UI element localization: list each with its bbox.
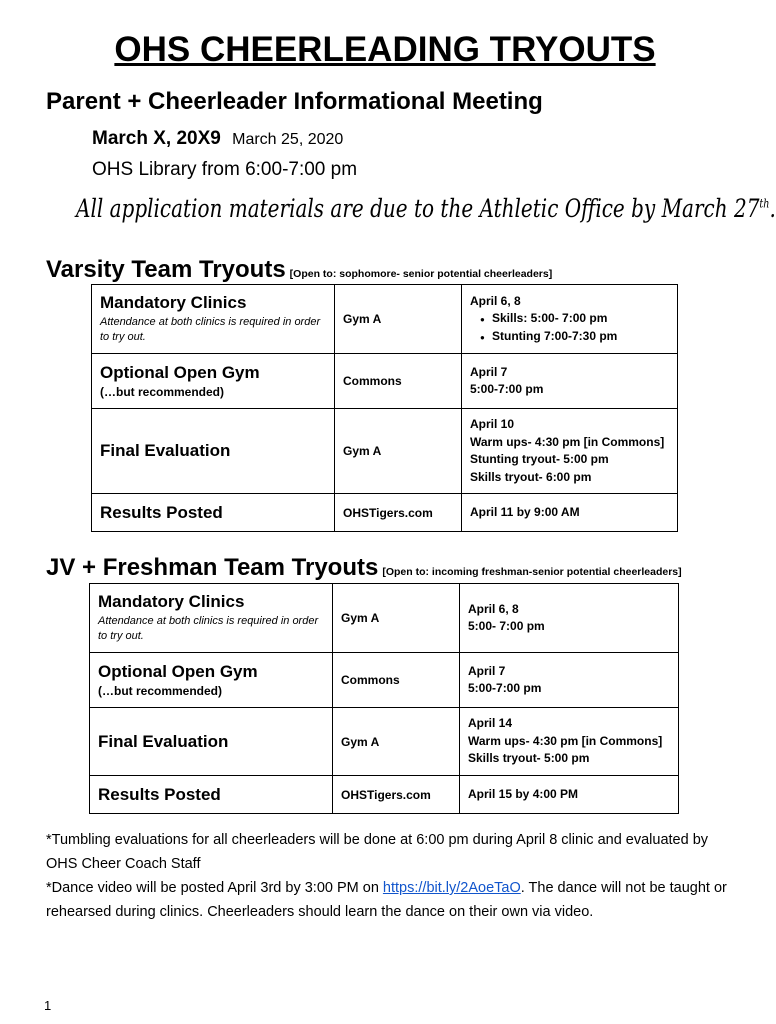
event-name: Optional Open Gym <box>98 662 258 681</box>
page-title: OHS CHEERLEADING TRYOUTS <box>114 30 656 69</box>
when-cell <box>462 354 678 409</box>
location-cell: Gym A <box>333 708 460 776</box>
event-note: Attendance at both clinics is required in order to try out. <box>98 615 319 642</box>
event-name: Results Posted <box>100 502 223 522</box>
event-name: Mandatory Clinics <box>98 592 245 611</box>
when-line: April 7 <box>470 364 508 379</box>
location-cell: OHSTigers.com <box>333 776 460 814</box>
page-number: 1 <box>44 998 52 1013</box>
when-bullet: ● Stunting 7:00-7:30 pm <box>470 328 669 346</box>
table-row <box>92 494 678 532</box>
location-cell: OHSTigers.com <box>335 494 462 532</box>
jv-schedule-table <box>89 583 679 814</box>
when-line: Skills tryout- 6:00 pm <box>470 469 592 484</box>
table-row <box>90 653 679 708</box>
jv-heading-text: JV + Freshman Team Tryouts <box>46 554 379 581</box>
event-cell <box>90 584 333 653</box>
when-line: 5:00-7:00 pm <box>470 382 544 396</box>
due-note-text: All application materials are due to the Athletic Office by March 27 <box>76 194 760 223</box>
dance-video-link[interactable]: https://bit.ly/2AoeTaO <box>382 880 521 896</box>
when-line: Stunting tryout- 5:00 pm <box>470 452 609 466</box>
meeting-date <box>92 128 343 150</box>
event-cell <box>90 653 333 708</box>
when-cell <box>462 409 678 494</box>
event-name: Final Evaluation <box>98 731 229 751</box>
meeting-location: OHS Library from 6:00-7:00 pm <box>92 159 358 180</box>
when-bullet: ● Skills: 5:00- 7:00 pm <box>470 310 669 328</box>
event-cell <box>90 708 333 776</box>
event-cell <box>92 409 335 494</box>
tumbling-footnote: *Tumbling evaluations for all cheerleaders will be done at 6:00 pm during April 8 clinic and evaluated by OHS Cheer Coach Staff <box>46 832 709 872</box>
meeting-heading: Parent + Cheerleader Informational Meeting <box>46 88 543 115</box>
event-cell <box>92 494 335 532</box>
when-line: April 15 by 4:00 PM <box>468 786 579 801</box>
table-row <box>92 285 678 354</box>
when-cell <box>460 584 679 653</box>
table-row <box>90 776 679 814</box>
event-cell <box>92 354 335 409</box>
location-cell: Gym A <box>335 285 462 354</box>
dance-footnote-text: *Dance video will be posted April 3rd by 3:00 PM on <box>46 880 383 896</box>
application-due-note <box>76 194 776 223</box>
due-note-suffix: th <box>759 196 770 211</box>
when-line: Warm ups- 4:30 pm [in Commons] <box>470 434 665 449</box>
event-name: Results Posted <box>98 784 221 804</box>
when-cell <box>460 653 679 708</box>
table-row <box>92 409 678 494</box>
varsity-heading-text: Varsity Team Tryouts <box>46 256 286 283</box>
when-line: April 7 <box>468 663 506 678</box>
footnotes <box>46 828 736 924</box>
when-line: April 14 <box>468 716 513 731</box>
table-row <box>90 584 679 653</box>
meeting-revised-date: March 25, 2020 <box>232 131 344 148</box>
when-cell <box>460 708 679 776</box>
jv-heading <box>46 554 682 582</box>
table-row <box>90 708 679 776</box>
table-row <box>92 354 678 409</box>
when-line: April 6, 8 <box>468 601 519 616</box>
dance-footnote-text-end: . The dance will not be taught or rehearsed during clinics. Cheerleaders should learn the dance on their own via video. <box>46 880 727 920</box>
varsity-open-to: [Open to: sophomore- senior potential cheerleaders] <box>289 268 553 280</box>
when-line: Warm ups- 4:30 pm [in Commons] <box>468 733 663 748</box>
due-note-end: . <box>769 194 776 223</box>
when-cell <box>462 494 678 532</box>
when-line: April 11 by 9:00 AM <box>470 504 580 519</box>
jv-open-to: [Open to: incoming freshman-senior potential cheerleaders] <box>382 566 682 578</box>
event-name: Final Evaluation <box>100 441 231 460</box>
when-line: Skills tryout- 5:00 pm <box>468 751 590 766</box>
when-line: 5:00-7:00 pm <box>468 681 542 695</box>
varsity-heading <box>46 256 552 284</box>
event-name: Optional Open Gym <box>100 363 260 382</box>
location-cell: Gym A <box>335 409 462 494</box>
event-note: (…but recommended) <box>98 684 223 698</box>
when-cell <box>460 776 679 814</box>
event-note: (…but recommended) <box>100 385 225 399</box>
when-line: April 6, 8 <box>470 293 521 308</box>
location-cell: Commons <box>335 354 462 409</box>
event-cell <box>90 776 333 814</box>
event-note: Attendance at both clinics is required in order to try out. <box>100 316 321 343</box>
meeting-original-date: March X, 20X9 <box>92 128 221 149</box>
location-cell: Gym A <box>333 584 460 653</box>
when-cell <box>462 285 678 354</box>
when-line: April 10 <box>470 417 515 431</box>
dance-footnote <box>46 876 736 924</box>
event-name: Mandatory Clinics <box>100 293 247 312</box>
location-cell: Commons <box>333 653 460 708</box>
event-cell <box>92 285 335 354</box>
varsity-schedule-table <box>91 284 678 532</box>
when-line: 5:00- 7:00 pm <box>468 619 545 633</box>
